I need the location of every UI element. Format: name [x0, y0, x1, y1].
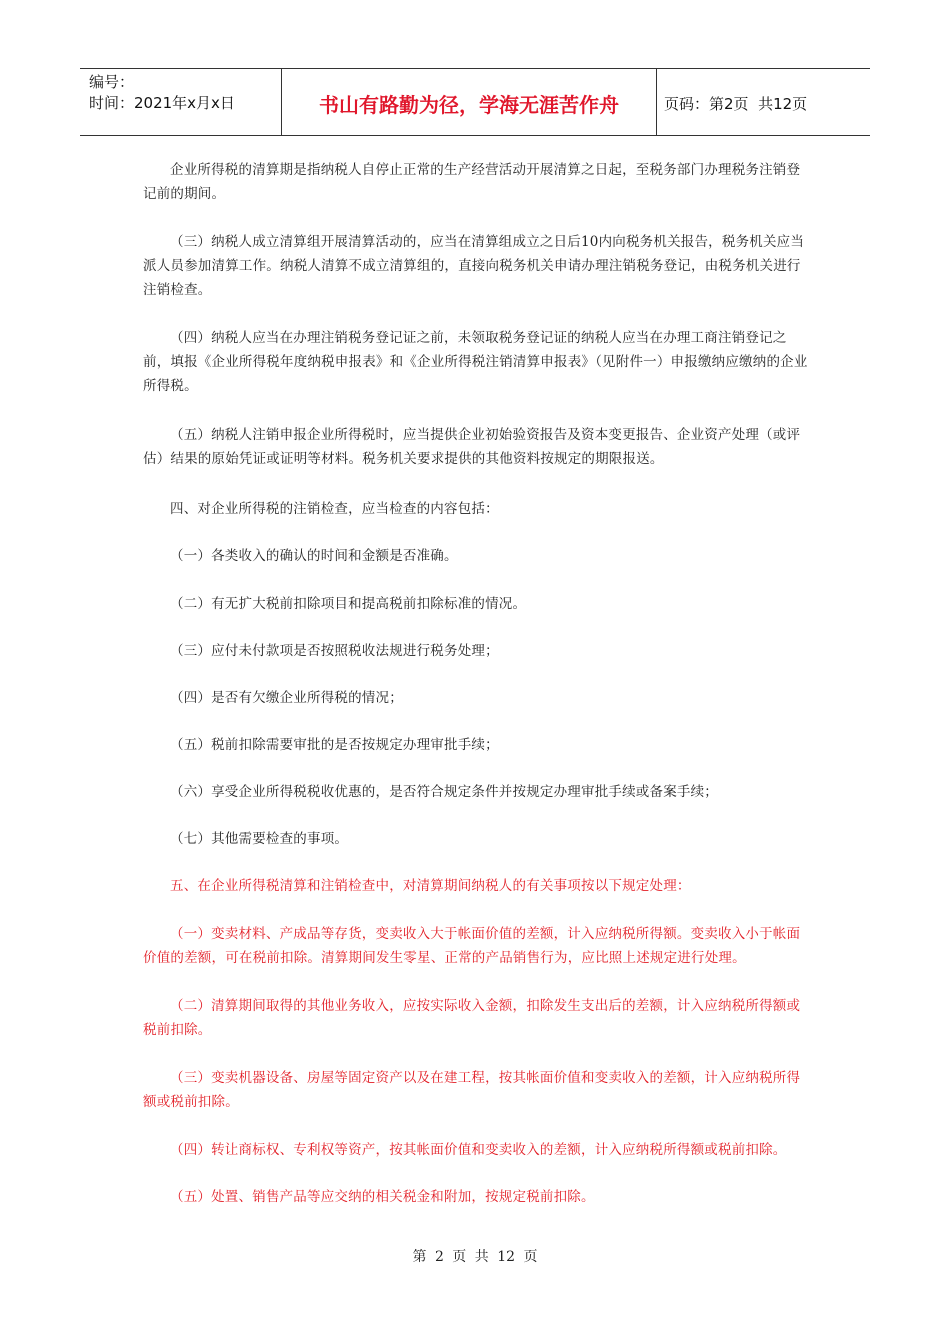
paragraph: （三）应付未付款项是否按照税收法规进行税务处理； — [170, 643, 499, 659]
page-label: 页码：第2页 共12页 — [664, 94, 808, 113]
paragraph: （四）转让商标权、专利权等资产，按其帐面价值和变卖收入的差额，计入应纳税所得额或税前扣除。 — [170, 1142, 787, 1158]
header-motto: 书山有路勤为径，学海无涯苦作舟 — [282, 69, 657, 135]
paragraph: 五、在企业所得税清算和注销检查中，对清算期间纳税人的有关事项按以下规定处理： — [170, 878, 691, 894]
page-footer: 第 2 页 共 12 页 — [412, 1249, 538, 1265]
header-meta — [80, 69, 282, 135]
paragraph: （七）其他需要检查的事项。 — [170, 831, 349, 847]
paragraph: （四）是否有欠缴企业所得税的情况； — [170, 690, 403, 706]
paragraph: （四）纳税人应当在办理注销税务登记证之前，未领取税务登记证的纳税人应当在办理工商注销登记之前，填报《企业所得税年度纳税申报表》和《企业所得税注销清算申报表》（见附件一）申报缴纳应缴纳的企业所得税。 — [143, 330, 808, 394]
number-label: 编号： — [89, 73, 135, 91]
time-label: 时间：2021年x月x日 — [89, 94, 235, 112]
paragraph: （三）变卖机器设备、房屋等固定资产以及在建工程，按其帐面价值和变卖收入的差额，计入应纳税所得额或税前扣除。 — [143, 1070, 801, 1110]
paragraph: （五）税前扣除需要审批的是否按规定办理审批手续； — [170, 737, 499, 753]
paragraph: （二）清算期间取得的其他业务收入，应按实际收入金额，扣除发生支出后的差额，计入应纳税所得额或税前扣除。 — [143, 998, 801, 1038]
paragraph: 企业所得税的清算期是指纳税人自停止正常的生产经营活动开展清算之日起，至税务部门办理税务注销登记前的期间。 — [143, 162, 801, 202]
paragraph: （五）纳税人注销申报企业所得税时，应当提供企业初始验资报告及资本变更报告、企业资产处理（或评估）结果的原始凭证或证明等材料。税务机关要求提供的其他资料按规定的期限报送。 — [143, 427, 801, 467]
paragraph: （三）纳税人成立清算组开展清算活动的，应当在清算组成立之日后10内向税务机关报告，税务机关应当派人员参加清算工作。纳税人清算不成立清算组的，直接向税务机关申请办理注销税务登记，由税务机关进行注销检查。 — [143, 234, 805, 298]
header-page-info — [657, 69, 870, 135]
page-header — [80, 68, 870, 136]
paragraph: （二）有无扩大税前扣除项目和提高税前扣除标准的情况。 — [170, 596, 527, 612]
paragraph: （一）各类收入的确认的时间和金额是否准确。 — [170, 548, 458, 564]
paragraph: （一）变卖材料、产成品等存货，变卖收入大于帐面价值的差额，计入应纳税所得额。变卖收入小于帐面价值的差额，可在税前扣除。清算期间发生零星、正常的产品销售行为，应比照上述规定进行处理。 — [143, 926, 801, 966]
paragraph: 四、对企业所得税的注销检查，应当检查的内容包括： — [170, 501, 499, 517]
paragraph: （五）处置、销售产品等应交纳的相关税金和附加，按规定税前扣除。 — [170, 1189, 595, 1205]
paragraph: （六）享受企业所得税税收优惠的，是否符合规定条件并按规定办理审批手续或备案手续； — [170, 784, 718, 800]
